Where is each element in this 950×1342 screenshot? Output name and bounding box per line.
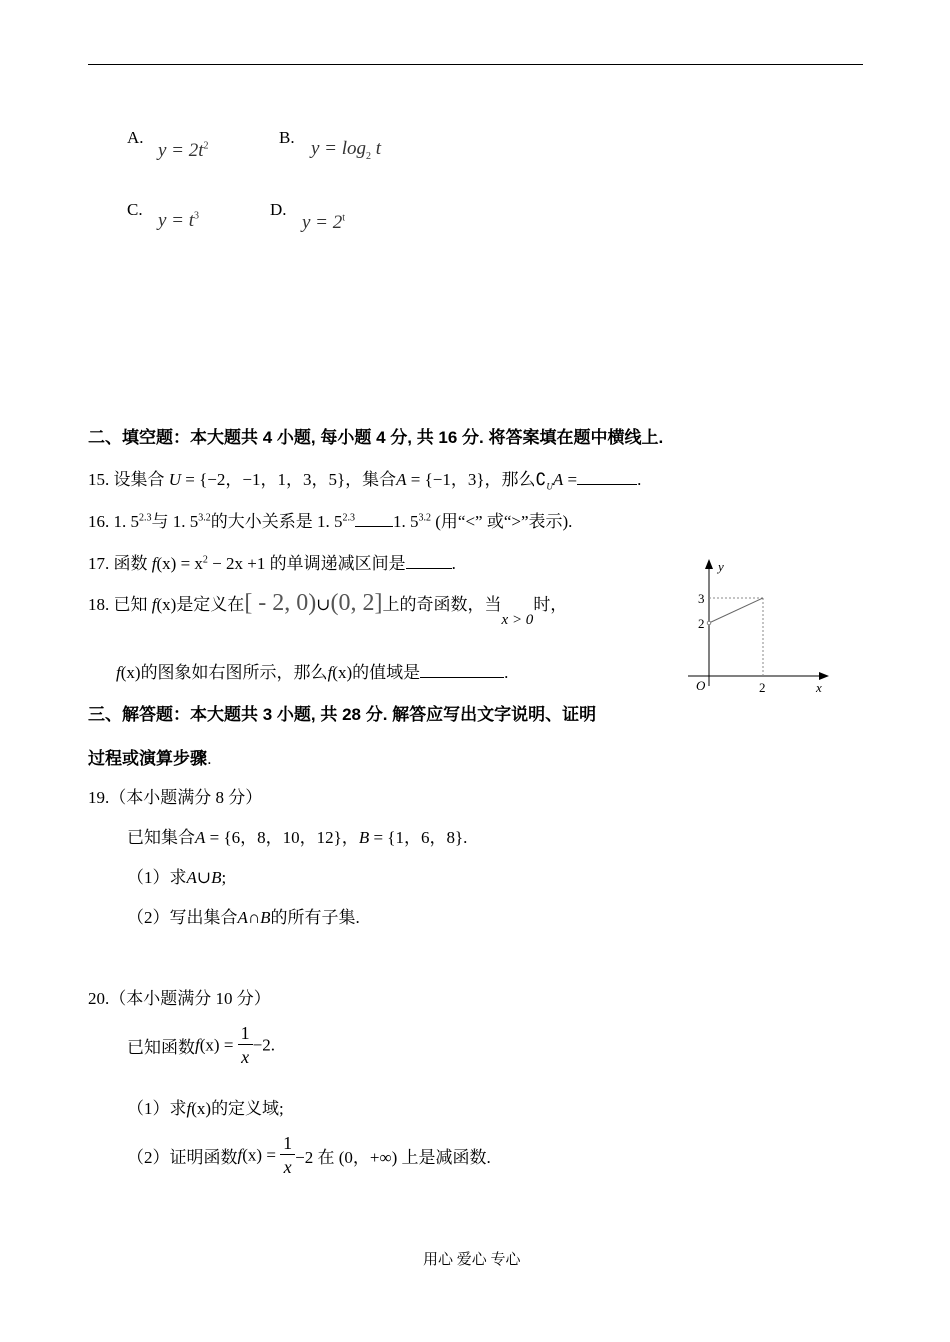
header-rule xyxy=(88,64,863,65)
section2-heading: 二、填空题：本大题共 4 小题, 每小题 4 分, 共 16 分. 将答案填在题中横线上. xyxy=(88,428,664,447)
question-20-part2: （2）证明函数f(x) = $\frac{1}{x}$ −2 在 (0，+∞) 上是减函数. xyxy=(127,1133,491,1177)
section3-heading-cont: 过程或演算步骤. xyxy=(88,749,212,768)
option-a-formula: $y = 2t^2$ xyxy=(158,140,209,161)
question-20-part1: （1）求f(x)的定义域; xyxy=(127,1099,284,1118)
tick-label-y2: 2 xyxy=(698,616,705,631)
question-15: 15. 设集合 U = {−2，−1，1，3，5}，集合A = {−1，3}，那么$∁_UA$ = . xyxy=(88,470,642,492)
open-endpoint xyxy=(707,621,711,625)
question-20-given: 已知函数f(x) = $\frac{1}{x}$ −2. xyxy=(127,1023,275,1067)
question-18: 18. 已知 f(x)是定义在[ - 2, 0)∪(0, 2]上的奇函数，当x > 0时， xyxy=(88,590,568,628)
section3-heading: 三、解答题：本大题共 3 小题, 共 28 分. 解答应写出文字说明、证明 xyxy=(88,705,597,724)
question-19-title: 19.（本小题满分 8 分） xyxy=(88,788,263,807)
y-axis-label: y xyxy=(718,559,724,574)
function-graph xyxy=(688,556,838,698)
x-axis-arrow xyxy=(819,672,829,680)
option-c-label: C. xyxy=(127,200,143,219)
question-20-title: 20.（本小题满分 10 分） xyxy=(88,989,271,1008)
option-c-formula: $y = t^3$ xyxy=(158,210,200,231)
y-axis-arrow xyxy=(705,559,713,569)
option-b-formula: $y = \log_2 t$ xyxy=(311,138,382,162)
option-b-label: B. xyxy=(279,128,295,147)
option-a-label: A. xyxy=(127,128,144,147)
fraction-1-over-x-2: $\frac{1}{x}$ xyxy=(280,1132,295,1179)
question-16: 16. 1. $5^{2.3}$与 1. $5^{3.2}$的大小关系是 1. $5^{2.3}$ 1. $5^{3.2}$ (用“<” 或“>”表示). xyxy=(88,512,573,531)
option-d-label: D. xyxy=(270,200,287,219)
tick-label-x2: 2 xyxy=(759,680,766,695)
question-18-line2: f(x)的图象如右图所示，那么f(x)的值域是 . xyxy=(116,663,509,682)
option-d-formula: $y = 2^t$ xyxy=(302,212,346,233)
page-footer: 用心 爱心 专心 xyxy=(423,1252,521,1268)
tick-label-y3: 3 xyxy=(698,591,705,606)
question-19-part1: （1）求A∪B; xyxy=(127,868,227,887)
x-axis-label: x xyxy=(816,680,822,695)
fraction-1-over-x: $\frac{1}{x}$ xyxy=(238,1022,253,1069)
graph-segment xyxy=(709,598,763,623)
question-19-part2: （2）写出集合A∩B的所有子集. xyxy=(127,908,360,927)
question-19-given: 已知集合A = {6，8，10，12}，B = {1，6，8}. xyxy=(127,828,468,847)
question-17: 17. 函数 $f(x) = x^2 - 2x +1$ 的单调递减区间是 . xyxy=(88,554,456,573)
origin-label: O xyxy=(696,678,706,693)
